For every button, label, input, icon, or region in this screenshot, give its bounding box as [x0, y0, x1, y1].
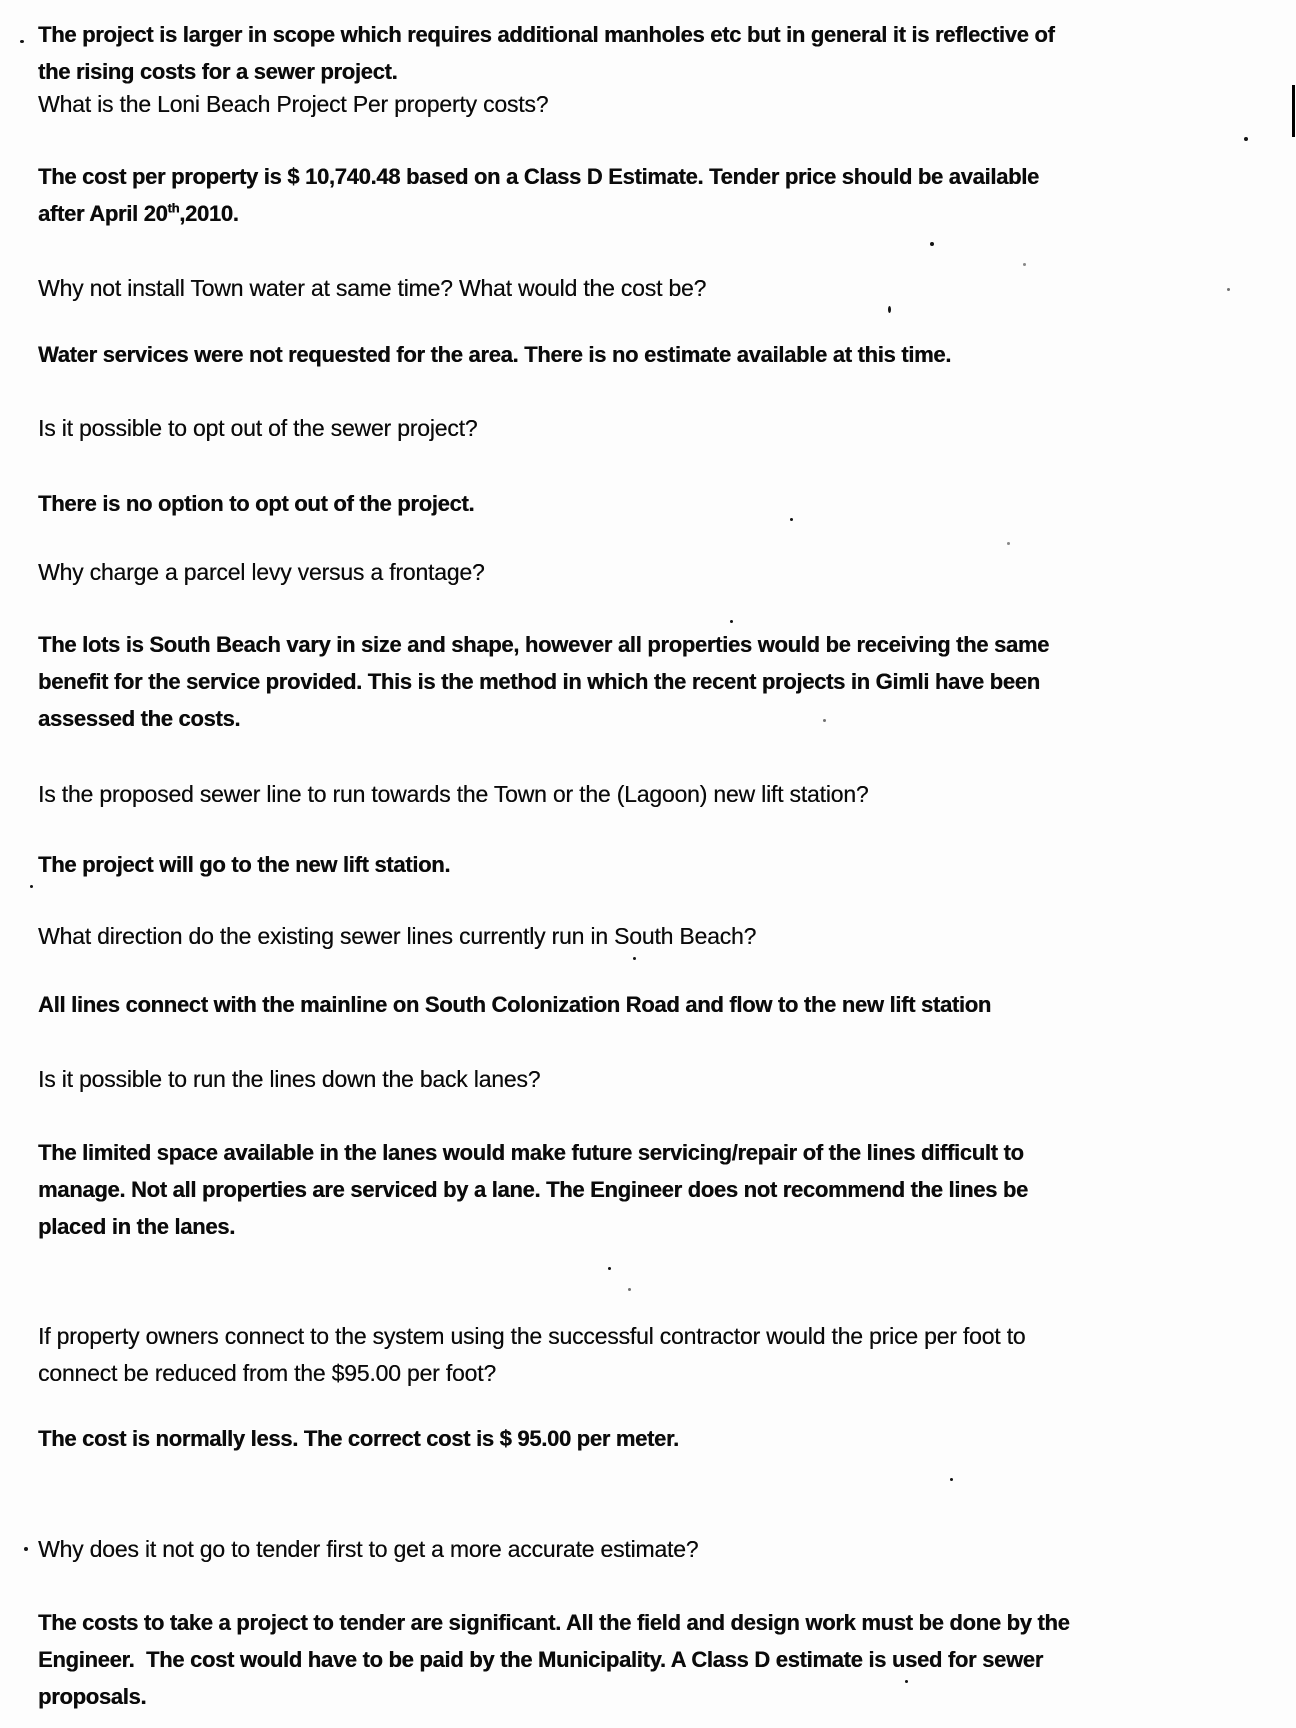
answer-paragraph	[38, 1420, 1290, 1457]
text-line: What direction do the existing sewer lines currently run in South Beach?	[38, 923, 757, 949]
text-line: Is it possible to opt out of the sewer project?	[38, 415, 478, 441]
scan-speck	[1227, 288, 1230, 291]
scan-edge-line	[1292, 85, 1295, 137]
answer-paragraph	[38, 336, 1290, 373]
text-line: Is it possible to run the lines down the back lanes?	[38, 1066, 541, 1092]
text-line: manage. Not all properties are serviced by a lane. The Engineer does not recommend the lines be	[38, 1177, 1028, 1202]
date-text-pre: after April 20	[38, 201, 168, 226]
question-paragraph	[38, 1318, 1290, 1392]
text-line: proposals.	[38, 1684, 147, 1709]
text-line: The project will go to the new lift station.	[38, 852, 451, 877]
answer-paragraph	[38, 626, 1290, 737]
text-line: Why charge a parcel levy versus a frontage?	[38, 559, 485, 585]
scan-speck	[24, 1547, 28, 1551]
scan-speck	[633, 957, 636, 960]
text-line: There is no option to opt out of the project.	[38, 491, 475, 516]
text-line: What is the Loni Beach Project Per property costs?	[38, 91, 549, 117]
scan-speck	[888, 306, 891, 313]
scan-speck	[1244, 137, 1248, 141]
scan-speck	[608, 1267, 611, 1270]
text-line: The cost is normally less. The correct cost is $ 95.00 per meter.	[38, 1426, 679, 1451]
question-paragraph	[38, 270, 1290, 307]
scan-speck	[1007, 542, 1010, 545]
text-line: Why not install Town water at same time? What would the cost be?	[38, 275, 707, 301]
text-line: the rising costs for a sewer project.	[38, 59, 398, 84]
answer-paragraph	[38, 158, 1290, 232]
question-paragraph	[38, 1061, 1290, 1098]
text-line: assessed the costs.	[38, 706, 241, 731]
question-paragraph	[38, 554, 1290, 591]
question-paragraph	[38, 410, 1290, 447]
text-line: Is the proposed sewer line to run towards the Town or the (Lagoon) new lift station?	[38, 781, 869, 807]
answer-paragraph	[38, 1604, 1290, 1715]
text-line: The limited space available in the lanes would make future servicing/repair of the lines difficult to	[38, 1140, 1024, 1165]
question-paragraph	[38, 86, 1290, 123]
scan-speck	[823, 719, 826, 722]
question-paragraph	[38, 918, 1290, 955]
scan-speck	[730, 620, 733, 623]
answer-paragraph	[38, 16, 1290, 90]
scan-speck	[20, 40, 24, 43]
scan-speck	[790, 518, 793, 521]
answer-paragraph	[38, 485, 1290, 522]
text-line: The lots is South Beach vary in size and shape, however all properties would be receiving the same	[38, 632, 1050, 657]
text-line: The costs to take a project to tender are significant. All the field and design work must be done by the	[38, 1610, 1070, 1635]
question-paragraph	[38, 776, 1290, 813]
scan-speck	[930, 242, 934, 246]
text-line: placed in the lanes.	[38, 1214, 235, 1239]
text-line: Water services were not requested for the area. There is no estimate available at this time.	[38, 342, 952, 367]
text-line: All lines connect with the mainline on South Colonization Road and flow to the new lift station	[38, 992, 991, 1017]
answer-paragraph	[38, 1134, 1290, 1245]
text-line: Why does it not go to tender first to get a more accurate estimate?	[38, 1536, 699, 1562]
date-text-post: ,2010.	[179, 201, 239, 226]
text-line: The cost per property is $ 10,740.48 based on a Class D Estimate. Tender price should be available	[38, 164, 1039, 189]
text-line: benefit for the service provided. This is the method in which the recent projects in Gimli have been	[38, 669, 1040, 694]
ordinal-superscript: th	[167, 200, 180, 216]
text-line: If property owners connect to the system using the successful contractor would the price per foot to	[38, 1323, 1026, 1349]
text-line: The project is larger in scope which requires additional manholes etc but in general it is reflective of	[38, 22, 1055, 47]
text-line	[38, 195, 1290, 232]
answer-paragraph	[38, 846, 1290, 883]
scan-speck	[30, 885, 33, 888]
scan-speck	[905, 1680, 908, 1683]
scan-speck	[1023, 263, 1026, 266]
scan-speck	[950, 1478, 953, 1481]
scan-speck	[628, 1288, 631, 1291]
question-paragraph	[38, 1531, 1290, 1568]
answer-paragraph	[38, 986, 1290, 1023]
text-line: Engineer. The cost would have to be paid by the Municipality. A Class D estimate is used for sewer	[38, 1647, 1043, 1672]
text-line: connect be reduced from the $95.00 per foot?	[38, 1360, 496, 1386]
